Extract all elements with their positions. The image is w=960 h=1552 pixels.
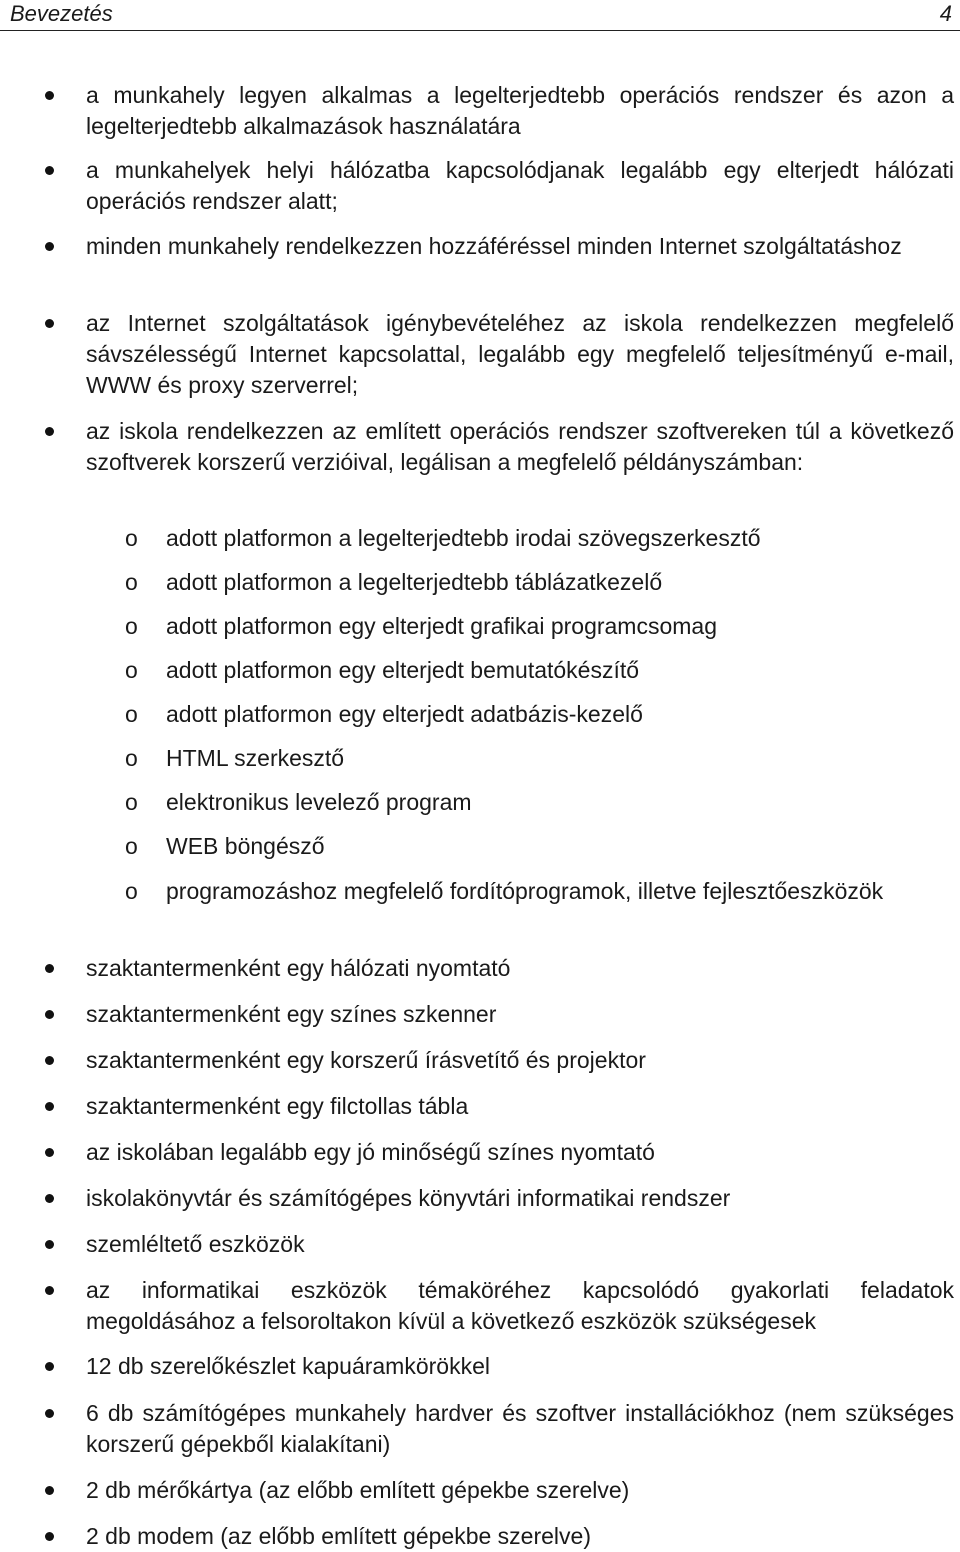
sub-list-item: WEB böngésző — [166, 833, 325, 859]
bullet-icon — [45, 1056, 54, 1065]
bullet-icon — [45, 427, 54, 436]
bullet-icon — [45, 319, 54, 328]
bullet-icon — [45, 1409, 54, 1418]
bullet-icon — [45, 1148, 54, 1157]
sub-list-item: adott platformon a legelterjedtebb táblázatkezelő — [166, 569, 663, 595]
list-item: szaktantermenként egy színes szkenner — [86, 1001, 497, 1027]
list-item: 2 db modem (az előbb említett gépekbe szerelve) — [86, 1523, 591, 1549]
page-header — [0, 0, 960, 31]
sub-list-item: HTML szerkesztő — [166, 745, 345, 771]
list-item: az informatikai eszközök témaköréhez kapcsolódó gyakorlati feladatok megoldásához a felsoroltakon kívül a következő eszközök szükségesek — [86, 1277, 954, 1334]
bullet-icon — [45, 1486, 54, 1495]
bullet-icon — [45, 1102, 54, 1111]
sub-list-item: adott platformon egy elterjedt grafikai programcsomag — [166, 613, 718, 639]
page-number: 4 — [939, 1, 952, 26]
list-item: szaktantermenként egy hálózati nyomtató — [86, 955, 511, 981]
bullet-icon — [45, 1240, 54, 1249]
sub-bullet-icon: o — [125, 657, 138, 683]
sub-bullet-icon: o — [125, 833, 138, 859]
list-item: a munkahelyek helyi hálózatba kapcsolódjanak legalább egy elterjedt hálózati operációs rendszer alatt; — [86, 157, 954, 214]
bullet-icon — [45, 166, 54, 175]
list-item: az iskolában legalább egy jó minőségű színes nyomtató — [86, 1139, 655, 1165]
bullet-icon — [45, 1194, 54, 1203]
bullet-icon — [45, 1286, 54, 1295]
sub-list-item: elektronikus levelező program — [166, 789, 472, 815]
sub-list-item: adott platformon egy elterjedt bemutatókészítő — [166, 657, 640, 683]
sub-list-item: programozáshoz megfelelő fordítóprogramok, illetve fejlesztőeszközök — [166, 878, 884, 904]
list-item: az Internet szolgáltatások igénybevételéhez az iskola rendelkezzen megfelelő sávszélességű Internet kapcsolattal, legalább egy megfelelő teljesítményű e-mail, WWW és proxy szerverrel; — [86, 310, 954, 398]
sub-bullet-icon: o — [125, 789, 138, 815]
sub-bullet-icon: o — [125, 745, 138, 771]
list-item: szemléltető eszközök — [86, 1231, 305, 1257]
bullet-icon — [45, 964, 54, 973]
sub-list-item: adott platformon a legelterjedtebb irodai szövegszerkesztő — [166, 525, 761, 551]
list-item: 2 db mérőkártya (az előbb említett gépekbe szerelve) — [86, 1477, 630, 1503]
sub-bullet-icon: o — [125, 613, 138, 639]
header-title: Bevezetés — [10, 1, 113, 26]
sub-bullet-icon: o — [125, 701, 138, 727]
sub-bullet-icon: o — [125, 878, 138, 904]
bullet-icon — [45, 242, 54, 251]
bullet-icon — [45, 91, 54, 100]
list-item: minden munkahely rendelkezzen hozzáféréssel minden Internet szolgáltatáshoz — [86, 233, 902, 259]
list-item: az iskola rendelkezzen az említett operációs rendszer szoftvereken túl a következő szoftverek korszerű verzióival, legálisan a megfelelő példányszámban: — [86, 418, 954, 475]
list-item: 12 db szerelőkészlet kapuáramkörökkel — [86, 1353, 490, 1379]
list-item: 6 db számítógépes munkahely hardver és szoftver installációkhoz (nem szükséges korszerű gépekből kialakítani) — [86, 1400, 954, 1457]
bullet-icon — [45, 1532, 54, 1541]
list-item: a munkahely legyen alkalmas a legelterjedtebb operációs rendszer és azon a legelterjedtebb alkalmazások használatára — [86, 82, 954, 139]
bullet-icon — [45, 1010, 54, 1019]
list-item: iskolakönyvtár és számítógépes könyvtári informatikai rendszer — [86, 1185, 731, 1211]
sub-bullet-icon: o — [125, 569, 138, 595]
bullet-icon — [45, 1362, 54, 1371]
sub-bullet-icon: o — [125, 525, 138, 551]
list-item: szaktantermenként egy korszerű írásvetítő és projektor — [86, 1047, 646, 1073]
sub-list-item: adott platformon egy elterjedt adatbázis-kezelő — [166, 701, 643, 727]
list-item: szaktantermenként egy filctollas tábla — [86, 1093, 469, 1119]
